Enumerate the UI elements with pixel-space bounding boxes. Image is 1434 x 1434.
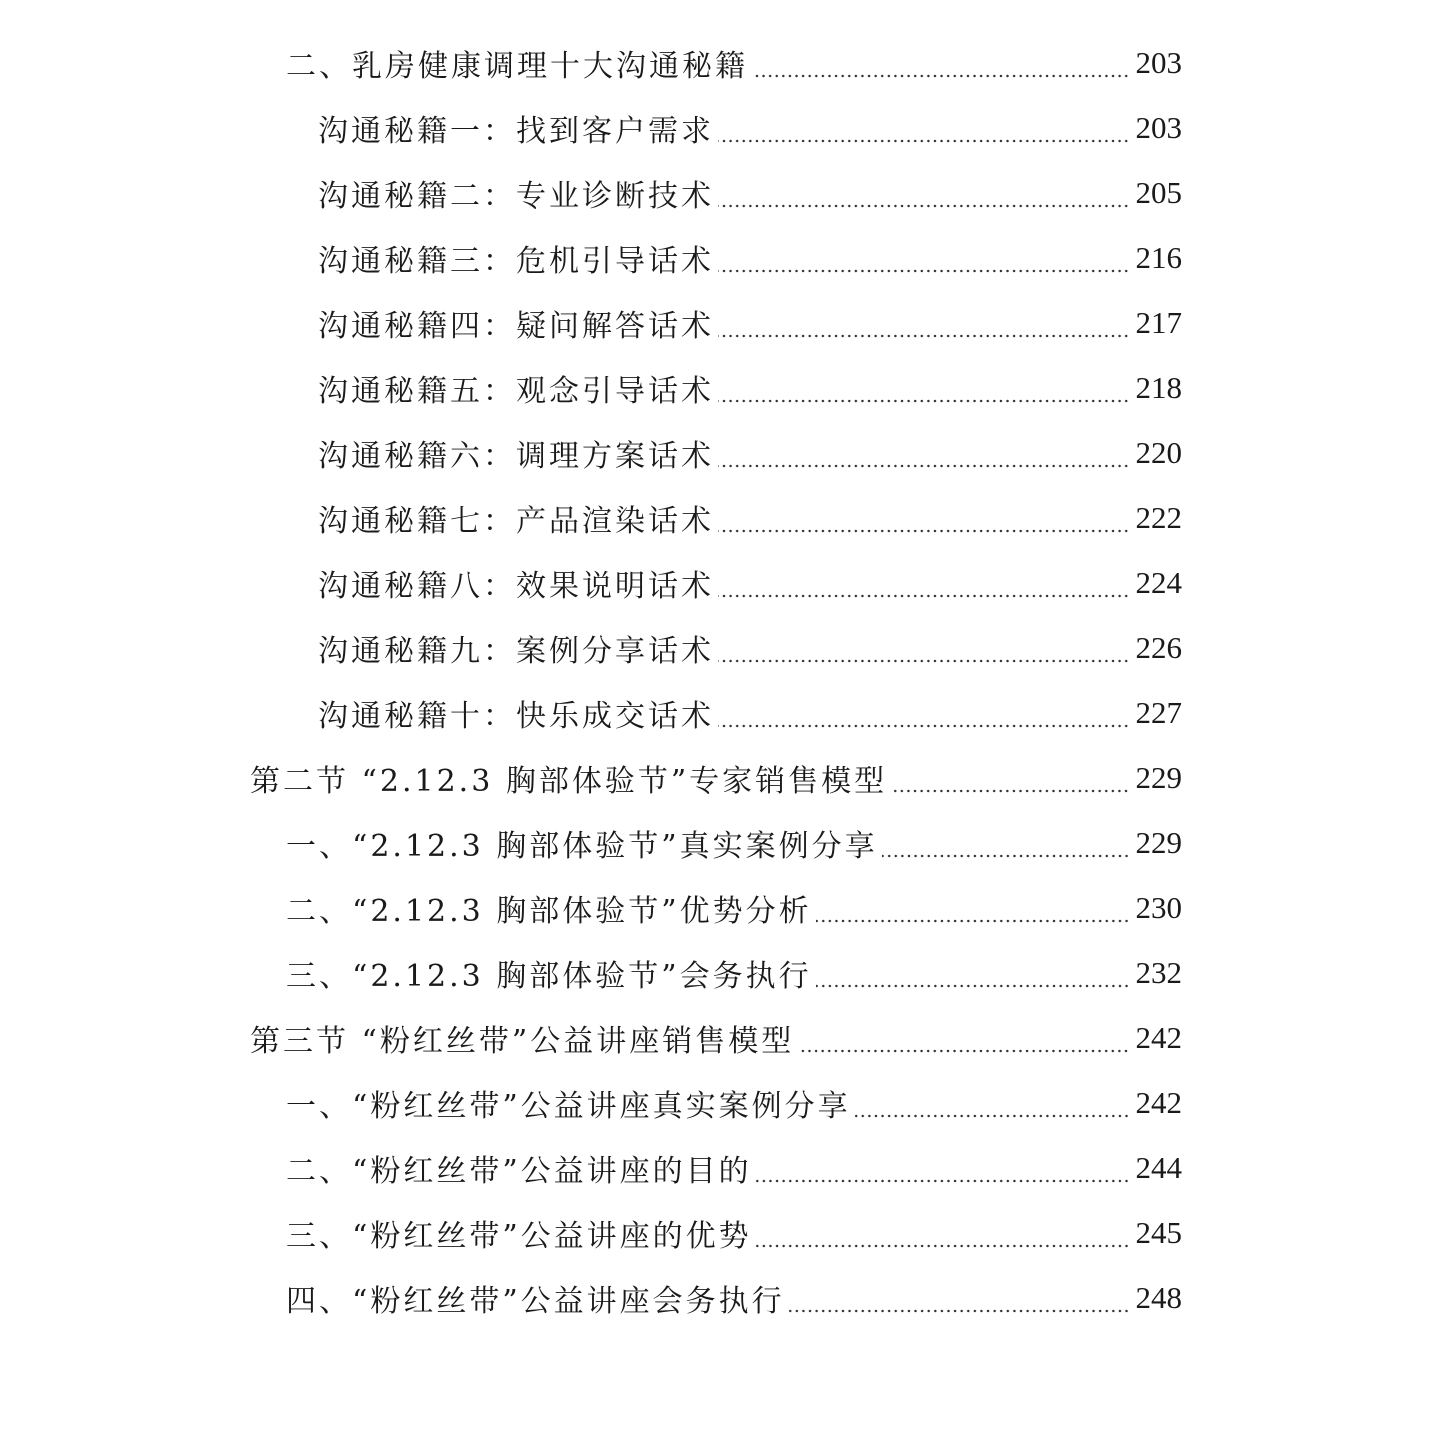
toc-entry-title: 四、“粉红丝带”公益讲座会务执行	[286, 1283, 785, 1319]
toc-entry-content	[286, 1135, 1182, 1200]
toc-entry[interactable]	[0, 810, 1434, 875]
toc-dot-leader	[718, 464, 1130, 468]
toc-entry-content	[286, 1070, 1182, 1135]
toc-entry[interactable]	[0, 1265, 1434, 1330]
toc-dot-leader	[718, 269, 1130, 273]
toc-entry-title: 沟通秘籍三：危机引导话术	[318, 243, 714, 279]
toc-dot-leader	[816, 919, 1130, 923]
toc-entry-page-number: 244	[1135, 1149, 1182, 1185]
toc-entry-content	[286, 940, 1182, 1005]
toc-entry[interactable]	[0, 1005, 1434, 1070]
toc-entry-content	[250, 1005, 1182, 1070]
toc-entry[interactable]	[0, 485, 1434, 550]
toc-dot-leader	[718, 529, 1130, 533]
toc-dot-leader	[718, 204, 1130, 208]
toc-dot-leader	[718, 724, 1130, 728]
toc-entry[interactable]	[0, 550, 1434, 615]
toc-entry-page-number: 216	[1135, 239, 1182, 275]
toc-entry-content	[318, 615, 1182, 680]
toc-entry[interactable]	[0, 355, 1434, 420]
toc-entry-title: 沟通秘籍四：疑问解答话术	[318, 308, 714, 344]
toc-entry-page-number: 222	[1135, 499, 1182, 535]
toc-entry-page-number: 217	[1135, 304, 1182, 340]
toc-entry[interactable]	[0, 745, 1434, 810]
toc-entry-content	[318, 550, 1182, 615]
toc-entry-title: 二、“粉红丝带”公益讲座的目的	[286, 1153, 752, 1189]
toc-entry-content	[318, 160, 1182, 225]
toc-entry[interactable]	[0, 225, 1434, 290]
toc-entry-page-number: 224	[1135, 564, 1182, 600]
toc-entry-page-number: 230	[1135, 889, 1182, 925]
toc-entry-content	[286, 810, 1182, 875]
toc-entry-title: 第三节 “粉红丝带”公益讲座销售模型	[250, 1023, 795, 1059]
toc-dot-leader	[718, 139, 1130, 143]
toc-entry[interactable]	[0, 940, 1434, 1005]
toc-entry-title: 沟通秘籍二：专业诊断技术	[318, 178, 714, 214]
toc-entry-page-number: 232	[1135, 954, 1182, 990]
toc-entry[interactable]	[0, 1135, 1434, 1200]
toc-entry-title: 二、“2.12.3 胸部体验节”优势分析	[286, 893, 812, 929]
toc-entry-content	[286, 1265, 1182, 1330]
toc-entry-page-number: 248	[1135, 1279, 1182, 1315]
toc-entry-content	[286, 1200, 1182, 1265]
toc-dot-leader	[891, 789, 1129, 793]
toc-entry-page-number: 227	[1135, 694, 1182, 730]
toc-entry-title: 一、“粉红丝带”公益讲座真实案例分享	[286, 1088, 851, 1124]
toc-entry-page-number: 229	[1135, 824, 1182, 860]
toc-entry-title: 沟通秘籍一：找到客户需求	[318, 113, 714, 149]
toc-entry-title: 三、“粉红丝带”公益讲座的优势	[286, 1218, 752, 1254]
toc-entry-content	[318, 680, 1182, 745]
toc-entry[interactable]	[0, 30, 1434, 95]
toc-dot-leader	[882, 854, 1130, 858]
toc-entry-title: 沟通秘籍五：观念引导话术	[318, 373, 714, 409]
toc-dot-leader	[855, 1114, 1130, 1118]
toc-entry-title: 沟通秘籍十：快乐成交话术	[318, 698, 714, 734]
toc-entry-title: 三、“2.12.3 胸部体验节”会务执行	[286, 958, 812, 994]
toc-entry[interactable]	[0, 875, 1434, 940]
toc-entry-page-number: 220	[1135, 434, 1182, 470]
toc-entry-content	[286, 30, 1182, 95]
toc-entry-page-number: 242	[1135, 1019, 1182, 1055]
toc-entry-title: 沟通秘籍九：案例分享话术	[318, 633, 714, 669]
toc-entry[interactable]	[0, 290, 1434, 355]
toc-dot-leader	[798, 1049, 1129, 1053]
toc-dot-leader	[718, 594, 1130, 598]
toc-entry-content	[318, 355, 1182, 420]
toc-entry-content	[318, 290, 1182, 355]
toc-dot-leader	[718, 334, 1130, 338]
toc-entry[interactable]	[0, 420, 1434, 485]
toc-entry[interactable]	[0, 1200, 1434, 1265]
toc-entry-page-number: 203	[1135, 109, 1182, 145]
toc-entry-content	[318, 420, 1182, 485]
toc-entry-content	[318, 95, 1182, 160]
toc-entry-page-number: 242	[1135, 1084, 1182, 1120]
toc-entry[interactable]	[0, 95, 1434, 160]
toc-entry-title: 沟通秘籍六：调理方案话术	[318, 438, 714, 474]
toc-dot-leader	[752, 74, 1130, 78]
toc-dot-leader	[816, 984, 1130, 988]
toc-entry[interactable]	[0, 1070, 1434, 1135]
toc-dot-leader	[718, 659, 1130, 663]
toc-dot-leader	[789, 1309, 1130, 1313]
toc-entry-title: 第二节 “2.12.3 胸部体验节”专家销售模型	[250, 763, 888, 799]
toc-entry-content	[318, 225, 1182, 290]
toc-dot-leader	[718, 399, 1130, 403]
toc-entry[interactable]	[0, 680, 1434, 745]
toc-entry-title: 沟通秘籍七：产品渲染话术	[318, 503, 714, 539]
toc-entry-page-number: 205	[1135, 174, 1182, 210]
toc-entry-content	[286, 875, 1182, 940]
table-of-contents	[0, 30, 1434, 1330]
toc-entry-content	[318, 485, 1182, 550]
toc-dot-leader	[756, 1244, 1130, 1248]
toc-entry[interactable]	[0, 160, 1434, 225]
toc-entry-page-number: 245	[1135, 1214, 1182, 1250]
toc-entry-page-number: 203	[1135, 44, 1182, 80]
toc-entry-title: 一、“2.12.3 胸部体验节”真实案例分享	[286, 828, 878, 864]
toc-entry-content	[250, 745, 1182, 810]
toc-entry-page-number: 229	[1135, 759, 1182, 795]
toc-entry-page-number: 226	[1135, 629, 1182, 665]
toc-entry-page-number: 218	[1135, 369, 1182, 405]
toc-entry-title: 二、乳房健康调理十大沟通秘籍	[286, 48, 748, 84]
toc-dot-leader	[756, 1179, 1130, 1183]
toc-entry-title: 沟通秘籍八：效果说明话术	[318, 568, 714, 604]
toc-entry[interactable]	[0, 615, 1434, 680]
